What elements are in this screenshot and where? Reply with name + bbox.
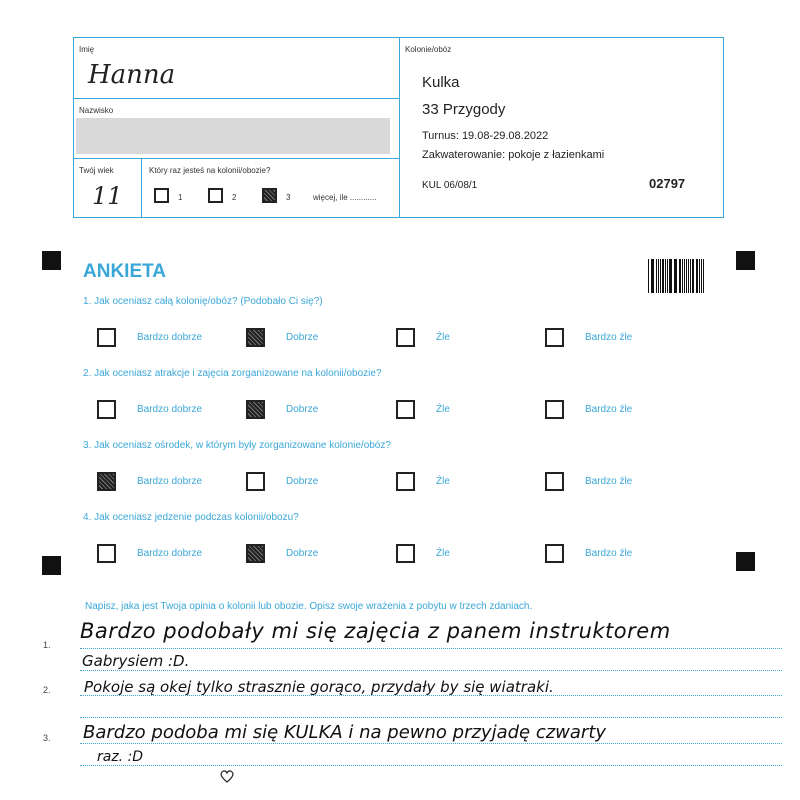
age-divider bbox=[141, 158, 142, 218]
barcode-bar bbox=[648, 259, 649, 293]
question-2-option-1-label: Bardzo dobrze bbox=[137, 404, 203, 415]
answer-line-2b bbox=[80, 717, 782, 718]
question-4-checkbox-3[interactable] bbox=[396, 544, 415, 563]
question-1-option-1-label: Bardzo dobrze bbox=[137, 332, 203, 343]
camp-name: Kulka bbox=[422, 74, 460, 91]
answer-1-line-1[interactable]: Bardzo podobały mi się zajęcia z panem instruktorem bbox=[80, 619, 671, 643]
barcode-bar bbox=[690, 259, 691, 293]
answer-3-line-2[interactable]: raz. :D bbox=[97, 749, 144, 765]
barcode-bar bbox=[701, 259, 702, 293]
question-1-checkbox-2[interactable] bbox=[246, 328, 265, 347]
name-label: Imię bbox=[79, 45, 95, 54]
times-more-label: więcej, ile ............ bbox=[313, 193, 377, 202]
registration-mark-bottom-right bbox=[736, 552, 755, 571]
question-1-checkbox-3[interactable] bbox=[396, 328, 415, 347]
answer-line-3a bbox=[80, 743, 782, 744]
registration-mark-top-left bbox=[42, 251, 61, 270]
question-2-option-4-label: Bardzo źle bbox=[585, 404, 633, 415]
survey-title: ANKIETA bbox=[83, 261, 167, 282]
line-number-2: 2. bbox=[43, 685, 51, 695]
opinion-prompt: Napisz, jaka jest Twoja opinia o kolonii lub obozie. Opisz swoje wrażenia z pobytu w trzech zdaniach. bbox=[85, 601, 533, 612]
camp-accommodation: Zakwaterowanie: pokoje z łazienkami bbox=[422, 149, 605, 161]
barcode-bar bbox=[682, 259, 683, 293]
heart-doodle-icon bbox=[219, 768, 235, 784]
barcode-bar bbox=[676, 259, 677, 293]
question-3-checkbox-4[interactable] bbox=[545, 472, 564, 491]
times-checkbox-1[interactable] bbox=[154, 188, 169, 203]
question-1-option-4-label: Bardzo źle bbox=[585, 332, 633, 343]
question-4-option-1-label: Bardzo dobrze bbox=[137, 548, 203, 559]
question-2-checkbox-4[interactable] bbox=[545, 400, 564, 419]
question-3-checkbox-3[interactable] bbox=[396, 472, 415, 491]
surname-label: Nazwisko bbox=[79, 106, 114, 115]
times-checkbox-3[interactable] bbox=[262, 188, 277, 203]
surname-redacted bbox=[76, 118, 390, 154]
question-2-option-3-label: Źle bbox=[436, 404, 450, 415]
registration-mark-bottom-left bbox=[42, 556, 61, 575]
question-3-option-2-label: Dobrze bbox=[286, 476, 319, 487]
registration-mark-top-right bbox=[736, 251, 755, 270]
line-number-3: 3. bbox=[43, 733, 51, 743]
answer-line-3b bbox=[80, 765, 782, 766]
header-divider bbox=[399, 37, 400, 218]
question-3-checkbox-1[interactable] bbox=[97, 472, 116, 491]
barcode-bar bbox=[663, 259, 664, 293]
answer-2[interactable]: Pokoje są okej tylko strasznie gorąco, przydały by się wiatraki. bbox=[84, 678, 554, 696]
barcode-bar bbox=[670, 259, 671, 293]
question-2-option-2-label: Dobrze bbox=[286, 404, 319, 415]
times-checkbox-2[interactable] bbox=[208, 188, 223, 203]
question-2-checkbox-1[interactable] bbox=[97, 400, 116, 419]
barcode bbox=[648, 259, 704, 293]
line-number-1: 1. bbox=[43, 640, 51, 650]
question-4-checkbox-4[interactable] bbox=[545, 544, 564, 563]
barcode-bar bbox=[658, 259, 659, 293]
question-4-option-3-label: Źle bbox=[436, 548, 450, 559]
camp-label: Kolonie/obóz bbox=[405, 45, 452, 54]
times-label: Który raz jesteś na kolonii/obozie? bbox=[149, 166, 271, 175]
age-label: Twój wiek bbox=[79, 166, 114, 175]
question-3-option-4-label: Bardzo źle bbox=[585, 476, 633, 487]
question-4-checkbox-1[interactable] bbox=[97, 544, 116, 563]
times-option-2: 2 bbox=[232, 193, 237, 202]
barcode-bar bbox=[686, 259, 687, 293]
barcode-bar bbox=[653, 259, 654, 293]
answer-1-line-2[interactable]: Gabrysiem :D. bbox=[82, 652, 190, 670]
question-4-option-4-label: Bardzo źle bbox=[585, 548, 633, 559]
question-3-option-1-label: Bardzo dobrze bbox=[137, 476, 203, 487]
name-row-divider bbox=[73, 98, 399, 99]
times-option-1: 1 bbox=[178, 193, 183, 202]
question-4-text: 4. Jak oceniasz jedzenie podczas kolonii/obozu? bbox=[83, 512, 299, 523]
answer-line-1b bbox=[80, 670, 782, 671]
barcode-bar bbox=[696, 259, 697, 293]
question-1-option-2-label: Dobrze bbox=[286, 332, 319, 343]
question-2-text: 2. Jak oceniasz atrakcje i zajęcia zorganizowane na kolonii/obozie? bbox=[83, 368, 382, 379]
question-2-checkbox-3[interactable] bbox=[396, 400, 415, 419]
surname-row-divider bbox=[73, 158, 399, 159]
form-number: 02797 bbox=[649, 176, 686, 191]
camp-program: 33 Przygody bbox=[422, 101, 506, 118]
question-1-option-3-label: Źle bbox=[436, 332, 450, 343]
question-1-text: 1. Jak oceniasz całą kolonię/obóz? (Podobało Ci się?) bbox=[83, 296, 323, 307]
question-1-checkbox-4[interactable] bbox=[545, 328, 564, 347]
question-4-option-2-label: Dobrze bbox=[286, 548, 319, 559]
question-1-checkbox-1[interactable] bbox=[97, 328, 116, 347]
answer-line-1a bbox=[80, 648, 782, 649]
barcode-bar bbox=[669, 259, 670, 293]
question-2-checkbox-2[interactable] bbox=[246, 400, 265, 419]
question-4-checkbox-2[interactable] bbox=[246, 544, 265, 563]
question-3-checkbox-2[interactable] bbox=[246, 472, 265, 491]
camp-turnus: Turnus: 19.08-29.08.2022 bbox=[422, 130, 549, 142]
name-value[interactable]: Hanna bbox=[88, 60, 176, 90]
age-value[interactable]: 11 bbox=[92, 182, 123, 210]
answer-3-line-1[interactable]: Bardzo podoba mi się KULKA i na pewno przyjadę czwarty bbox=[83, 722, 607, 743]
question-3-text: 3. Jak oceniasz ośrodek, w którym były zorganizowane kolonie/obóz? bbox=[83, 440, 391, 451]
camp-code: KUL 06/08/1 bbox=[422, 180, 478, 191]
question-3-option-3-label: Źle bbox=[436, 476, 450, 487]
times-option-3: 3 bbox=[286, 193, 291, 202]
